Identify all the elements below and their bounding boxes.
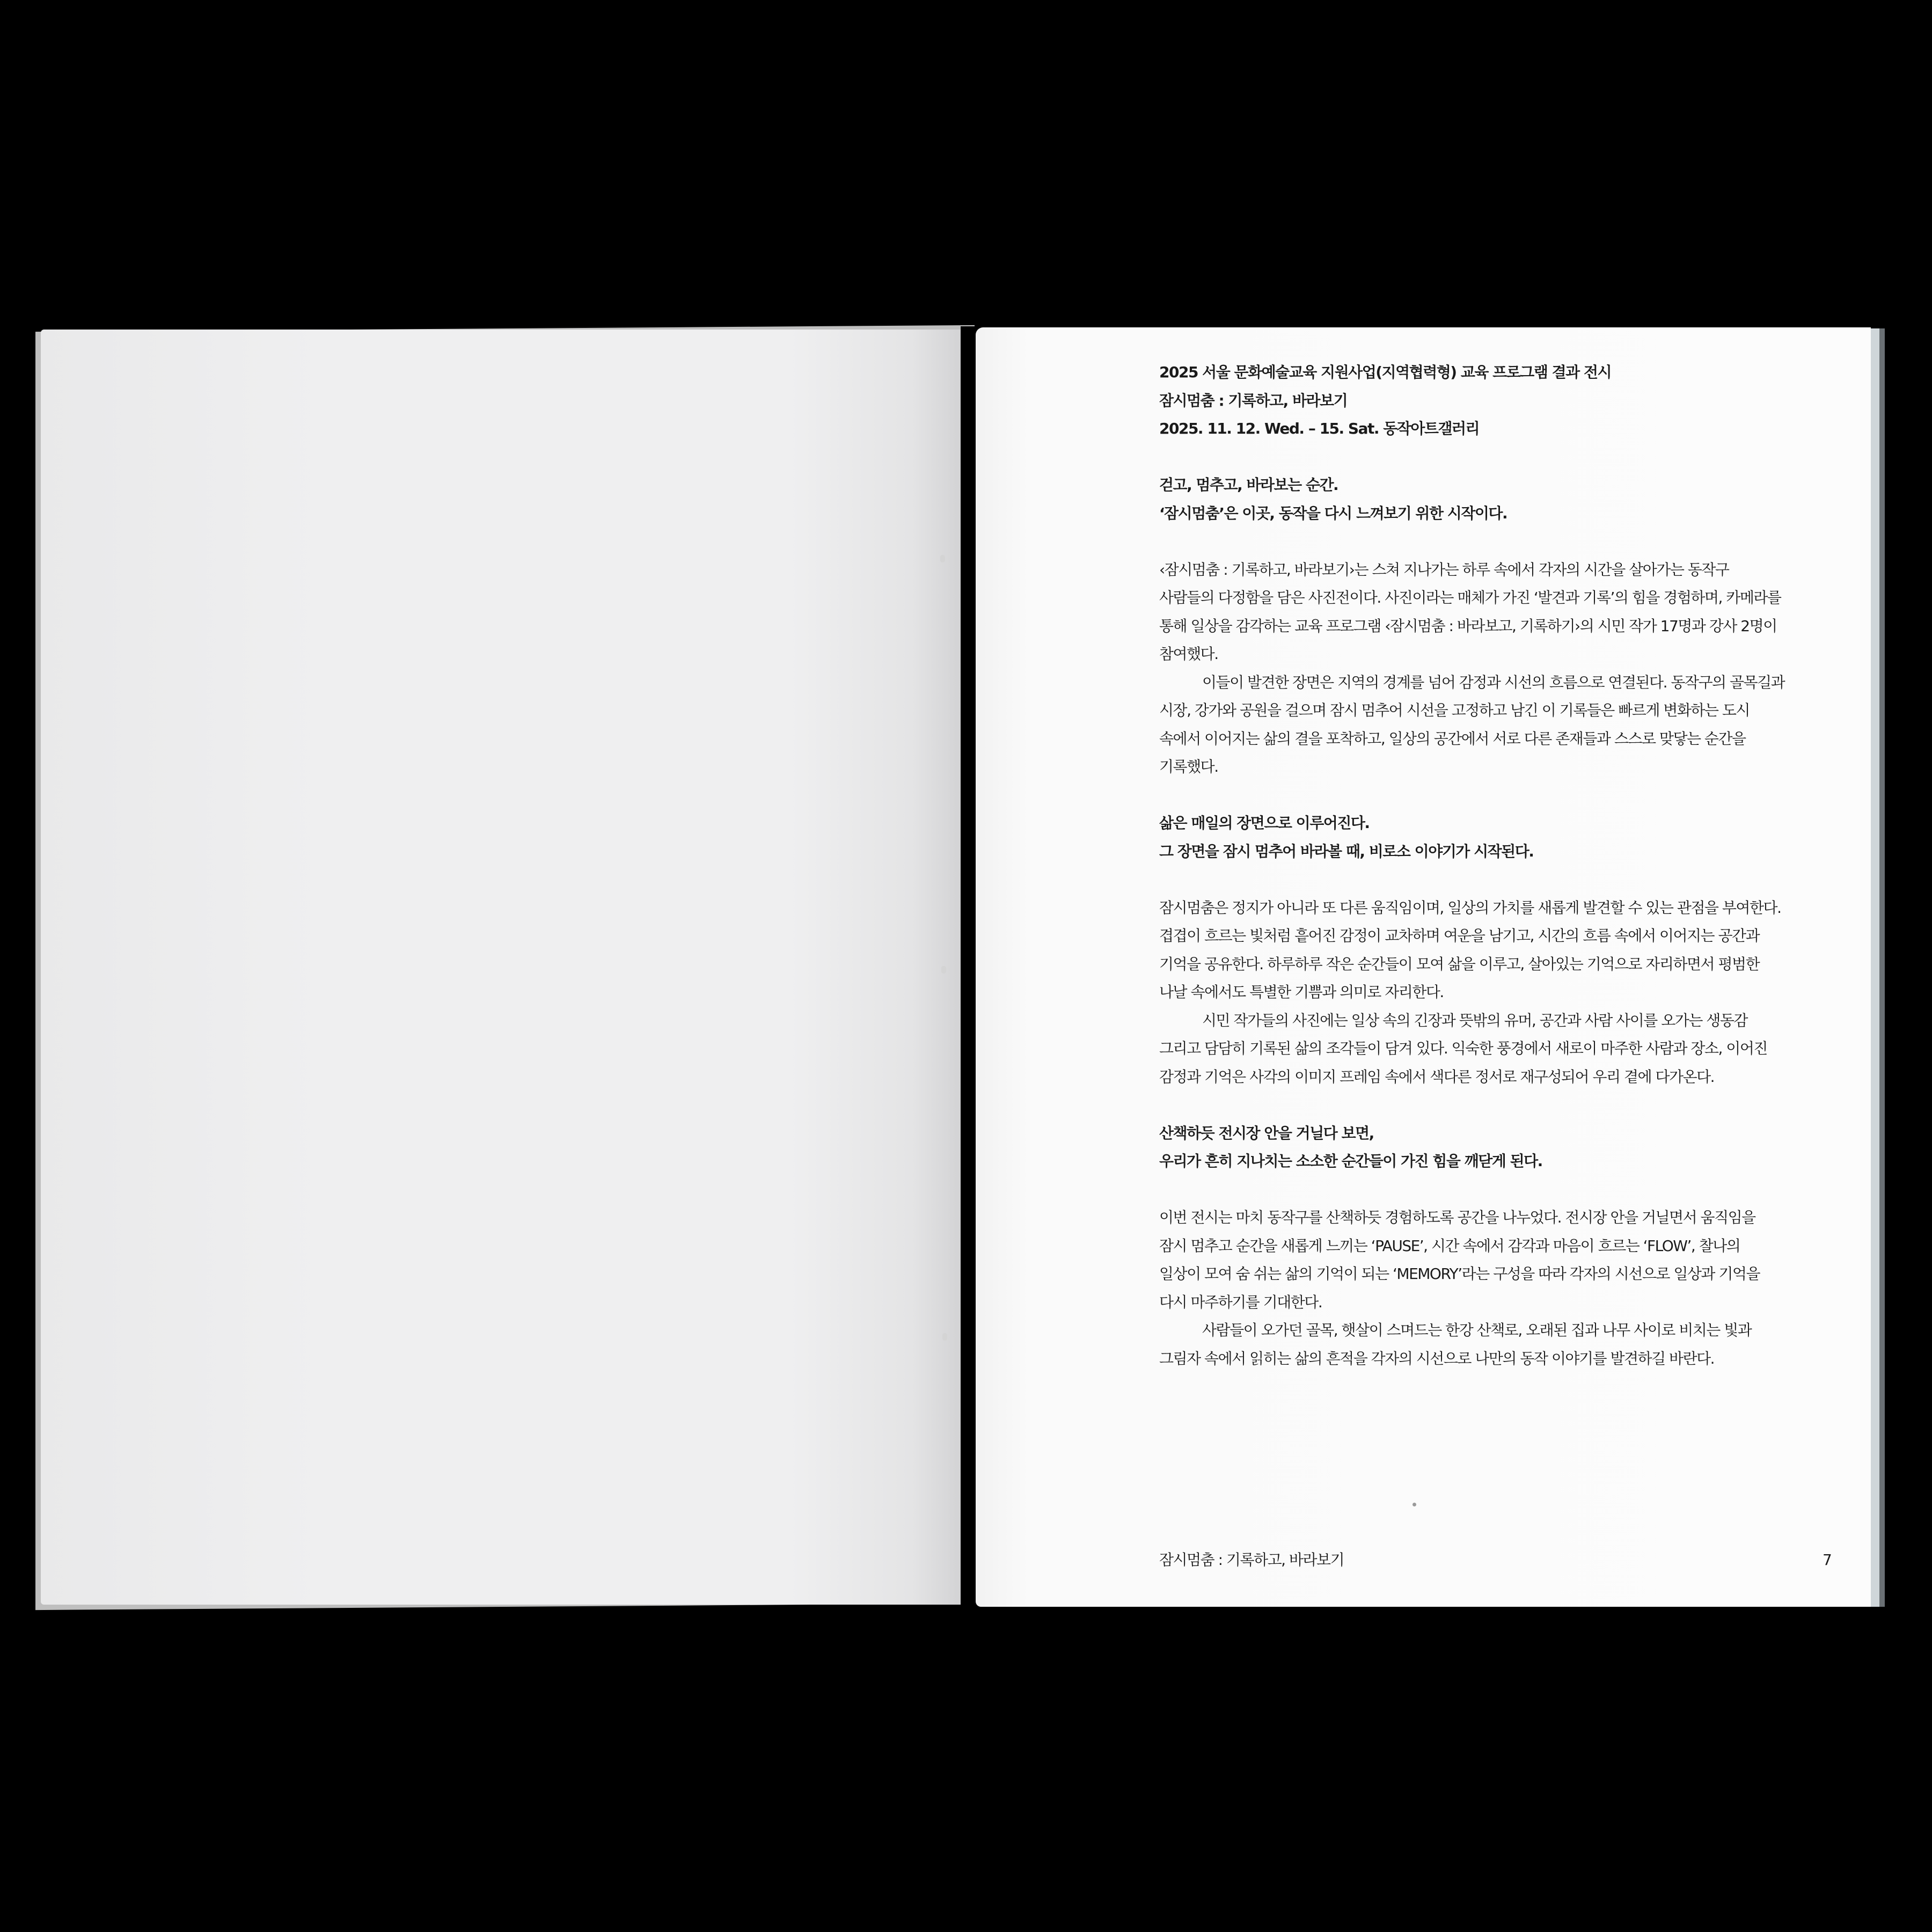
- running-footer-title: 잠시멈춤 : 기록하고, 바라보기: [1159, 1551, 1344, 1569]
- exhibition-dates: 2025. 11. 12. Wed. – 15. Sat. 동작아트갤러리: [1159, 420, 1480, 437]
- section-heading: 산책하듯 전시장 안을 거닐다 보면, 우리가 흔히 지나치는 소소한 순간들이 가진 힘을 깨닫게 된다.: [1159, 1124, 1542, 1170]
- section-heading: 삶은 매일의 장면으로 이루어진다. 그 장면을 잠시 멈추어 바라볼 때, 비로소 이야기가 시작된다.: [1159, 814, 1534, 860]
- paragraph: 잠시멈춤은 정지가 아니라 또 다른 움직임이며, 일상의 가치를 새롭게 발견할 수 있는 관점을 부여한다. 겹겹이 흐르는 빛처럼 흩어진 감정이 교차하며 여운을 남기고, 시간의 흐름 속에서 이어지는 공간과 기억을 공유한다. 하루하루 작은 순간들이 모여 삶을 이루고, 살아있는 기억으로 자리하면서 평범한 나날 속에서도 특별한 기쁨과 의미로 자리한다.: [1159, 898, 1781, 1001]
- program-line: 2025 서울 문화예술교육 지원사업(지역협력형) 교육 프로그램 결과 전시: [1159, 363, 1612, 381]
- binding-stitch: [940, 555, 945, 562]
- paragraph: 사람들이 오가던 골목, 햇살이 스며드는 한강 산책로, 오래된 집과 나무 사이로 비치는 빛과 그림자 속에서 읽히는 삶의 흔적을 각자의 시선으로 나만의 동작 이야기를 발견하길 바란다.: [1159, 1321, 1752, 1367]
- paper-speck: [1413, 1503, 1416, 1506]
- paragraph: 시민 작가들의 사진에는 일상 속의 긴장과 뜻밖의 유머, 공간과 사람 사이를 오가는 생동감 그리고 담담히 기록된 삶의 조각들이 담겨 있다. 익숙한 풍경에서 새로이 마주한 사람과 장소, 이어진 감정과 기억은 사각의 이미지 프레임 속에서 색다른 정서로 재구성되어 우리 곁에 다가온다.: [1159, 1011, 1767, 1086]
- exhibition-title: 잠시멈춤 : 기록하고, 바라보기: [1159, 391, 1348, 409]
- paragraph: ‹잠시멈춤 : 기록하고, 바라보기›는 스쳐 지나가는 하루 속에서 각자의 시간을 살아가는 동작구 사람들의 다정함을 담은 사진전이다. 사진이라는 매체가 가진 ‘발견과 기록’의 힘을 경험하며, 카메라를 통해 일상을 감각하는 교육 프로그램 ‹잠시멈춤 : 바라보고, 기록하기›의 시민 작가 17명과 강사 2명이 참여했다.: [1159, 560, 1781, 663]
- left-page: [41, 330, 977, 1605]
- page-number: 7: [1823, 1551, 1832, 1569]
- paragraph: 이번 전시는 마치 동작구를 산책하듯 경험하도록 공간을 나누었다. 전시장 안을 거닐면서 움직임을 잠시 멈추고 순간을 새롭게 느끼는 ‘PAUSE’, 시간 속에서 감각과 마음이 흐르는 ‘FLOW’, 찰나의 일상이 모여 숨 쉬는 삶의 기억이 되는 ‘MEMORY’라는 구성을 따라 각자의 시선으로 일상과 기억을 다시 마주하기를 기대한다.: [1159, 1209, 1760, 1311]
- binding-stitch: [942, 1333, 947, 1341]
- section-heading: 걷고, 멈추고, 바라보는 순간. ‘잠시멈춤’은 이곳, 동작을 다시 느껴보기 위한 시작이다.: [1159, 476, 1507, 522]
- binding-stitch: [941, 966, 946, 974]
- paragraph: 이들이 발견한 장면은 지역의 경계를 넘어 감정과 시선의 흐름으로 연결된다. 동작구의 골목길과 시장, 강가와 공원을 걸으며 잠시 멈추어 시선을 고정하고 남긴 이 기록들은 빠르게 변화하는 도시 속에서 이어지는 삶의 결을 포착하고, 일상의 공간에서 서로 다른 존재들과 스스로 맞닿는 순간을 기록했다.: [1159, 673, 1785, 775]
- exhibition-header: [1159, 358, 1841, 443]
- body-text-column: [1159, 358, 1841, 1373]
